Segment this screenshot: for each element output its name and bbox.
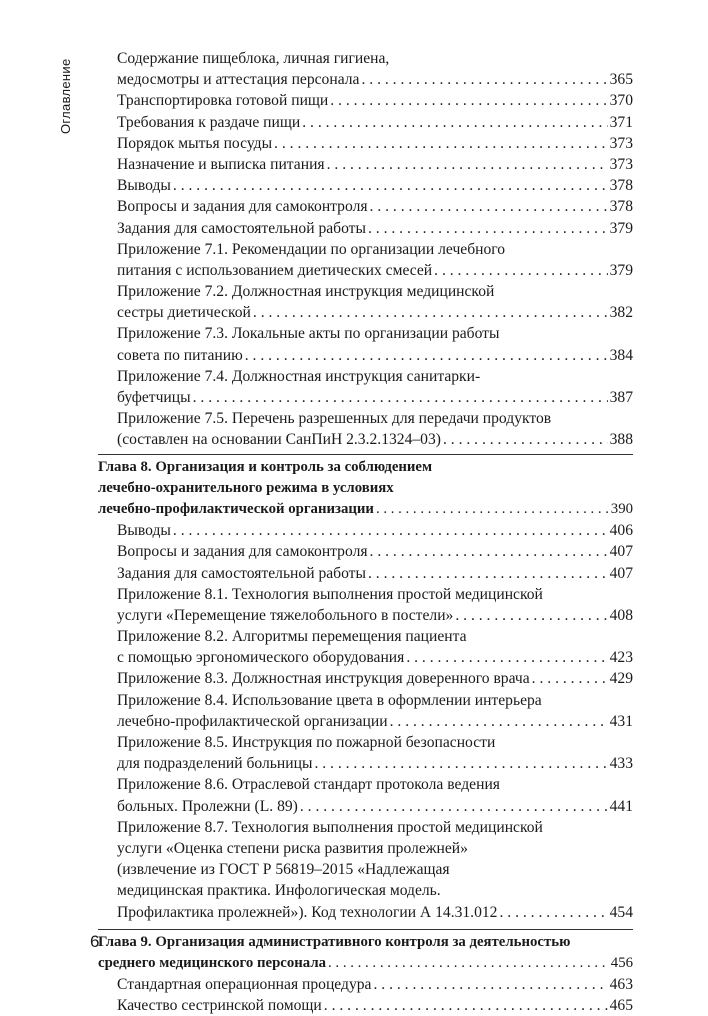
toc-line	[98, 859, 633, 880]
toc-page-number: 382	[609, 304, 633, 322]
toc-entry-title: Приложение 8.7. Технология выполнения простой медицинской	[117, 818, 543, 836]
toc-page-number: 456	[610, 954, 633, 971]
toc-line	[98, 345, 633, 366]
dot-leader	[532, 668, 608, 689]
dot-leader	[300, 796, 608, 817]
dot-leader	[193, 387, 608, 408]
toc-entry	[98, 323, 633, 365]
toc-page-number: 463	[609, 976, 633, 994]
toc-line	[98, 520, 633, 541]
toc-line	[98, 584, 633, 605]
toc-entry-title: среднего медицинского персонала	[98, 954, 327, 971]
running-head: Оглавление	[58, 58, 73, 134]
toc-entry-title: медосмотры и аттестация персонала	[117, 71, 360, 89]
toc-entry	[98, 281, 633, 323]
toc-entry-title: Приложение 7.1. Рекомендации по организации лечебного	[117, 240, 506, 258]
toc-entry	[98, 995, 633, 1016]
toc-entry-title: больных. Пролежни (L. 89)	[117, 797, 298, 815]
toc-page-number: 373	[609, 134, 633, 152]
dot-leader	[499, 902, 607, 923]
toc-entry-title: Вопросы и задания для самоконтроля	[117, 198, 368, 216]
toc-entry-title: Качество сестринской помощи	[117, 997, 322, 1015]
toc-line	[98, 366, 633, 387]
toc-entry	[98, 541, 633, 562]
toc-line	[98, 175, 633, 196]
toc-entry	[98, 196, 633, 217]
toc-page-number: 407	[609, 543, 633, 561]
toc-page-number: 378	[609, 198, 633, 216]
toc-page-number: 365	[609, 71, 633, 89]
toc-entry-title: с помощью эргономического оборудования	[117, 649, 405, 667]
dot-leader	[327, 154, 608, 175]
toc-entry-title: Назначение и выписка питания	[117, 155, 325, 173]
toc-chapter	[98, 932, 633, 974]
toc-chapter	[98, 457, 633, 521]
toc-page-number: 431	[609, 712, 633, 730]
toc-entry-title: Приложение 8.6. Отраслевой стандарт протокола ведения	[117, 776, 500, 794]
toc-line	[98, 281, 633, 302]
toc-entry-title: Глава 9. Организация административного контроля за деятельностью	[98, 933, 571, 950]
toc-line	[98, 429, 633, 450]
toc-entry-title: совета по питанию	[117, 346, 243, 364]
toc-page-number: 387	[609, 389, 633, 406]
toc-line	[98, 953, 633, 974]
chapter-divider	[98, 929, 633, 930]
toc-line	[98, 387, 633, 408]
toc-line	[98, 218, 633, 239]
toc-page-number: 370	[609, 92, 633, 110]
toc-entry-title: буфетчицы	[117, 389, 191, 406]
toc-page-number: 408	[609, 606, 633, 624]
toc-entry	[98, 732, 633, 774]
toc-line	[98, 302, 633, 323]
toc-page-number: 379	[609, 261, 633, 279]
toc-entry-title: для подразделений больницы	[117, 755, 313, 773]
dot-leader	[368, 218, 608, 239]
toc-entry-title: Порядок мытья посуды	[117, 134, 273, 152]
toc-line	[98, 732, 633, 753]
toc-entry	[98, 563, 633, 584]
toc-line	[98, 668, 633, 689]
toc-line	[98, 260, 633, 281]
toc-entry-title: Транспортировка готовой пищи	[117, 92, 329, 110]
toc-line	[98, 626, 633, 647]
toc-entry	[98, 133, 633, 154]
toc-line	[98, 48, 633, 69]
toc-entry-title: Задания для самостоятельной работы	[117, 219, 366, 237]
toc-page-number: 373	[609, 155, 633, 173]
toc-line	[98, 774, 633, 795]
toc-entry-title: лечебно-охранительного режима в условиях	[98, 479, 394, 496]
dot-leader	[390, 711, 608, 732]
toc-entry-title: Выводы	[117, 522, 171, 540]
toc-entry-title: Приложение 7.5. Перечень разрешенных для передачи продуктов	[117, 410, 552, 428]
dot-leader	[406, 647, 607, 668]
toc-line	[98, 995, 633, 1016]
toc-page-number: 407	[609, 564, 633, 582]
toc-line	[98, 690, 633, 711]
toc-entry-title: медицинская практика. Инфологическая модель.	[117, 882, 441, 900]
toc-entry	[98, 48, 633, 90]
toc-entry	[98, 239, 633, 281]
chapter-divider	[98, 454, 633, 455]
toc-entry-title: Содержание пищеблока, личная гигиена,	[117, 50, 390, 67]
toc-entry	[98, 218, 633, 239]
toc-line	[98, 408, 633, 429]
toc-line	[98, 753, 633, 774]
toc-line	[98, 563, 633, 584]
dot-leader	[324, 995, 608, 1016]
toc-entry-title: Приложение 8.4. Использование цвета в оформлении интерьера	[117, 691, 542, 709]
toc-entry-title: Глава 8. Организация и контроль за соблюдением	[98, 458, 433, 475]
toc-page-number: 441	[609, 797, 633, 815]
toc-line	[98, 796, 633, 817]
toc-page-number: 465	[609, 997, 633, 1015]
toc-entry-title: Стандартная операционная процедура	[117, 976, 372, 994]
toc-entry-title: Задания для самостоятельной работы	[117, 564, 366, 582]
toc-line	[98, 69, 633, 90]
dot-leader	[443, 429, 608, 450]
dot-leader	[370, 196, 608, 217]
toc-entry	[98, 974, 633, 995]
toc-entry-title: лечебно-профилактической организации	[117, 712, 388, 730]
dot-leader	[330, 90, 607, 111]
toc-page-number: 429	[609, 670, 633, 688]
toc-line	[98, 478, 633, 499]
toc-page-number: 371	[609, 113, 633, 131]
dot-leader	[314, 753, 607, 774]
toc-entry-title: Приложение 8.3. Должностная инструкция доверенного врача	[117, 670, 530, 688]
toc-entry-title: Вопросы и задания для самоконтроля	[117, 543, 368, 561]
toc-entry	[98, 817, 633, 923]
toc-entry-title: сестры диетической	[117, 304, 251, 322]
dot-leader	[376, 499, 609, 520]
toc-entry-title: Выводы	[117, 177, 171, 195]
dot-leader	[274, 133, 608, 154]
dot-leader	[302, 112, 607, 133]
toc-line	[98, 457, 633, 478]
toc-page-number: 433	[609, 755, 633, 773]
toc-entry	[98, 626, 633, 668]
toc-entry-title: (извлечение из ГОСТ Р 56819–2015 «Надлежащая	[117, 861, 450, 879]
toc-line	[98, 196, 633, 217]
toc-entry-title: лечебно-профилактической организации	[98, 500, 374, 517]
dot-leader	[245, 345, 608, 366]
toc-entry	[98, 90, 633, 111]
toc-entry-title: (составлен на основании СанПиН 2.3.2.1324–03)	[117, 431, 441, 449]
dot-leader	[173, 175, 608, 196]
toc-line	[98, 154, 633, 175]
toc-entry-title: Приложение 7.2. Должностная инструкция медицинской	[117, 283, 495, 301]
toc-page-number: 379	[609, 219, 633, 237]
toc-line	[98, 133, 633, 154]
table-of-contents	[98, 48, 633, 1016]
dot-leader	[434, 260, 607, 281]
toc-line	[98, 541, 633, 562]
toc-page-number: 384	[609, 346, 633, 364]
toc-entry-title: Требования к раздаче пищи	[117, 113, 301, 131]
toc-line	[98, 838, 633, 859]
dot-leader	[328, 953, 609, 974]
toc-entry-title: Приложение 7.3. Локальные акты по организации работы	[117, 325, 500, 343]
toc-entry	[98, 584, 633, 626]
toc-entry-title: Приложение 8.5. Инструкция по пожарной безопасности	[117, 734, 496, 751]
toc-line	[98, 817, 633, 838]
dot-leader	[370, 541, 608, 562]
toc-entry-title: Приложение 8.2. Алгоритмы перемещения пациента	[117, 628, 467, 646]
toc-entry-title: услуги «Оценка степени риска развития пролежней»	[117, 839, 468, 857]
toc-entry	[98, 690, 633, 732]
toc-line	[98, 112, 633, 133]
toc-entry-title: услуги «Перемещение тяжелобольного в постели»	[117, 606, 454, 624]
dot-leader	[253, 302, 608, 323]
toc-entry	[98, 668, 633, 689]
toc-line	[98, 902, 633, 923]
toc-line	[98, 711, 633, 732]
page-number: 6	[90, 932, 100, 951]
toc-entry	[98, 774, 633, 816]
toc-entry-title: питания с использованием диетических смесей	[117, 261, 433, 279]
toc-entry	[98, 520, 633, 541]
toc-line	[98, 880, 633, 901]
toc-line	[98, 323, 633, 344]
toc-entry-title: Приложение 8.1. Технология выполнения простой медицинской	[117, 585, 543, 603]
toc-entry	[98, 175, 633, 196]
toc-entry	[98, 366, 633, 408]
toc-page-number: 388	[609, 431, 633, 449]
toc-line	[98, 605, 633, 626]
toc-page-number: 454	[609, 903, 633, 921]
toc-entry	[98, 408, 633, 450]
toc-entry-title: Приложение 7.4. Должностная инструкция санитарки-	[117, 367, 481, 385]
toc-line	[98, 239, 633, 260]
dot-leader	[368, 563, 608, 584]
toc-page-number: 378	[609, 177, 633, 195]
toc-page-number: 390	[610, 500, 633, 517]
toc-line	[98, 499, 633, 520]
dot-leader	[373, 974, 607, 995]
toc-line	[98, 90, 633, 111]
dot-leader	[361, 69, 607, 90]
toc-page-number: 423	[609, 649, 633, 667]
toc-line	[98, 647, 633, 668]
toc-line	[98, 932, 633, 953]
toc-entry	[98, 112, 633, 133]
toc-entry	[98, 154, 633, 175]
dot-leader	[173, 520, 608, 541]
toc-page-number: 406	[609, 522, 633, 540]
toc-entry-title: Профилактика пролежней»). Код технологии А 14.31.012	[117, 903, 498, 921]
toc-line	[98, 974, 633, 995]
dot-leader	[455, 605, 607, 626]
